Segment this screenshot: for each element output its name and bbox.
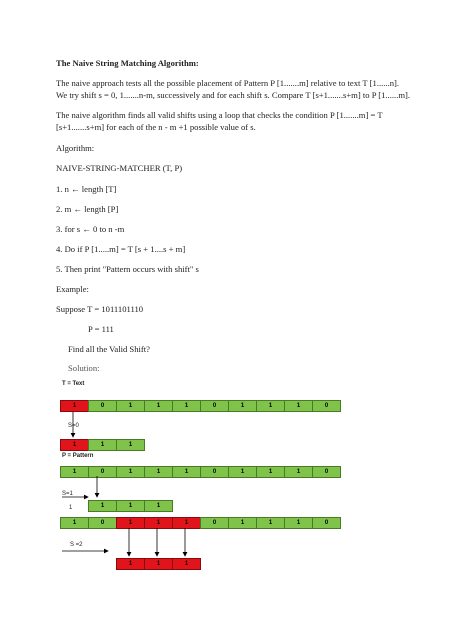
digit-cell: 1 (60, 466, 89, 478)
digit-cell: 0 (312, 400, 341, 412)
shift1-label: S=1 (62, 491, 73, 497)
digit-cell: 0 (88, 400, 117, 412)
digit-cell: 1 (144, 500, 173, 512)
digit-cell: 1 (256, 400, 285, 412)
shift2-label: S =2 (70, 542, 83, 548)
digit-cell: 1 (172, 400, 201, 412)
digit-cell: 1 (284, 400, 313, 412)
digit-cell: 1 (88, 439, 117, 451)
step-4: 4. Do if P [1.....m] = T [s + 1....s + m] (56, 244, 186, 254)
doc-title: The Naive String Matching Algorithm: (56, 58, 199, 68)
digit-cell: 0 (312, 517, 341, 529)
step-5: 5. Then print "Pattern occurs with shift" s (56, 264, 199, 274)
digit-cell: 1 (284, 466, 313, 478)
digit-cell: 1 (60, 517, 89, 529)
pattern-definition: P = 111 (88, 324, 114, 334)
digit-cell: 1 (228, 517, 257, 529)
digit-cell: 0 (88, 517, 117, 529)
digit-cell: 1 (172, 466, 201, 478)
pattern-label: P = Pattern (62, 453, 94, 459)
digit-cell: 0 (200, 466, 229, 478)
step-2: 2. m ← length [P] (56, 204, 119, 214)
digit-cell: 1 (60, 439, 89, 451)
digit-cell: 1 (256, 466, 285, 478)
one-marker: 1 (69, 505, 73, 511)
digit-cell: 1 (172, 517, 201, 529)
digit-cell: 1 (256, 517, 285, 529)
shift0-label: S=0 (68, 423, 79, 429)
text-label: T = Text (62, 381, 85, 387)
para2-line1: The naive algorithm finds all valid shifts using a loop that checks the condition P [1.......m] = T (56, 110, 383, 120)
digit-cell: 0 (200, 400, 229, 412)
procedure-name: NAIVE-STRING-MATCHER (T, P) (56, 163, 183, 173)
digit-cell: 0 (88, 466, 117, 478)
digit-cell: 1 (116, 558, 145, 570)
digit-cell: 1 (116, 466, 145, 478)
para2-line2: [s+1.......s+m] for each of the n - m +1 possible value of s. (56, 122, 256, 132)
digit-cell: 0 (200, 517, 229, 529)
digit-cell: 1 (144, 466, 173, 478)
solution-label: Solution: (68, 363, 100, 373)
digit-cell: 1 (116, 517, 145, 529)
step-3: 3. for s ← 0 to n -m (56, 224, 125, 234)
digit-cell: 1 (88, 500, 117, 512)
digit-cell: 1 (228, 400, 257, 412)
question-text: Find all the Valid Shift? (68, 344, 150, 354)
suppose-text: Suppose T = 1011101110 (56, 304, 144, 314)
digit-cell: 1 (116, 439, 145, 451)
digit-cell: 1 (228, 466, 257, 478)
digit-cell: 1 (144, 400, 173, 412)
digit-cell: 1 (172, 558, 201, 570)
digit-cell: 1 (116, 500, 145, 512)
digit-cell: 1 (144, 517, 173, 529)
digit-cell: 1 (144, 558, 173, 570)
para1-line1: The naive approach tests all the possible placement of Pattern P [1.......m] relative to text T [1......n]. (56, 78, 400, 88)
digit-cell: 1 (60, 400, 89, 412)
digit-cell: 0 (312, 466, 341, 478)
digit-cell: 1 (284, 517, 313, 529)
para1-line2: We try shift s = 0, 1.......n-m, successively and for each shift s. Compare T [s+1.......s+m] to P [1......m]. (56, 90, 411, 100)
digit-cell: 1 (116, 400, 145, 412)
step-1: 1. n ← length [T] (56, 184, 117, 194)
example-label: Example: (56, 284, 89, 294)
algorithm-label: Algorithm: (56, 143, 95, 153)
